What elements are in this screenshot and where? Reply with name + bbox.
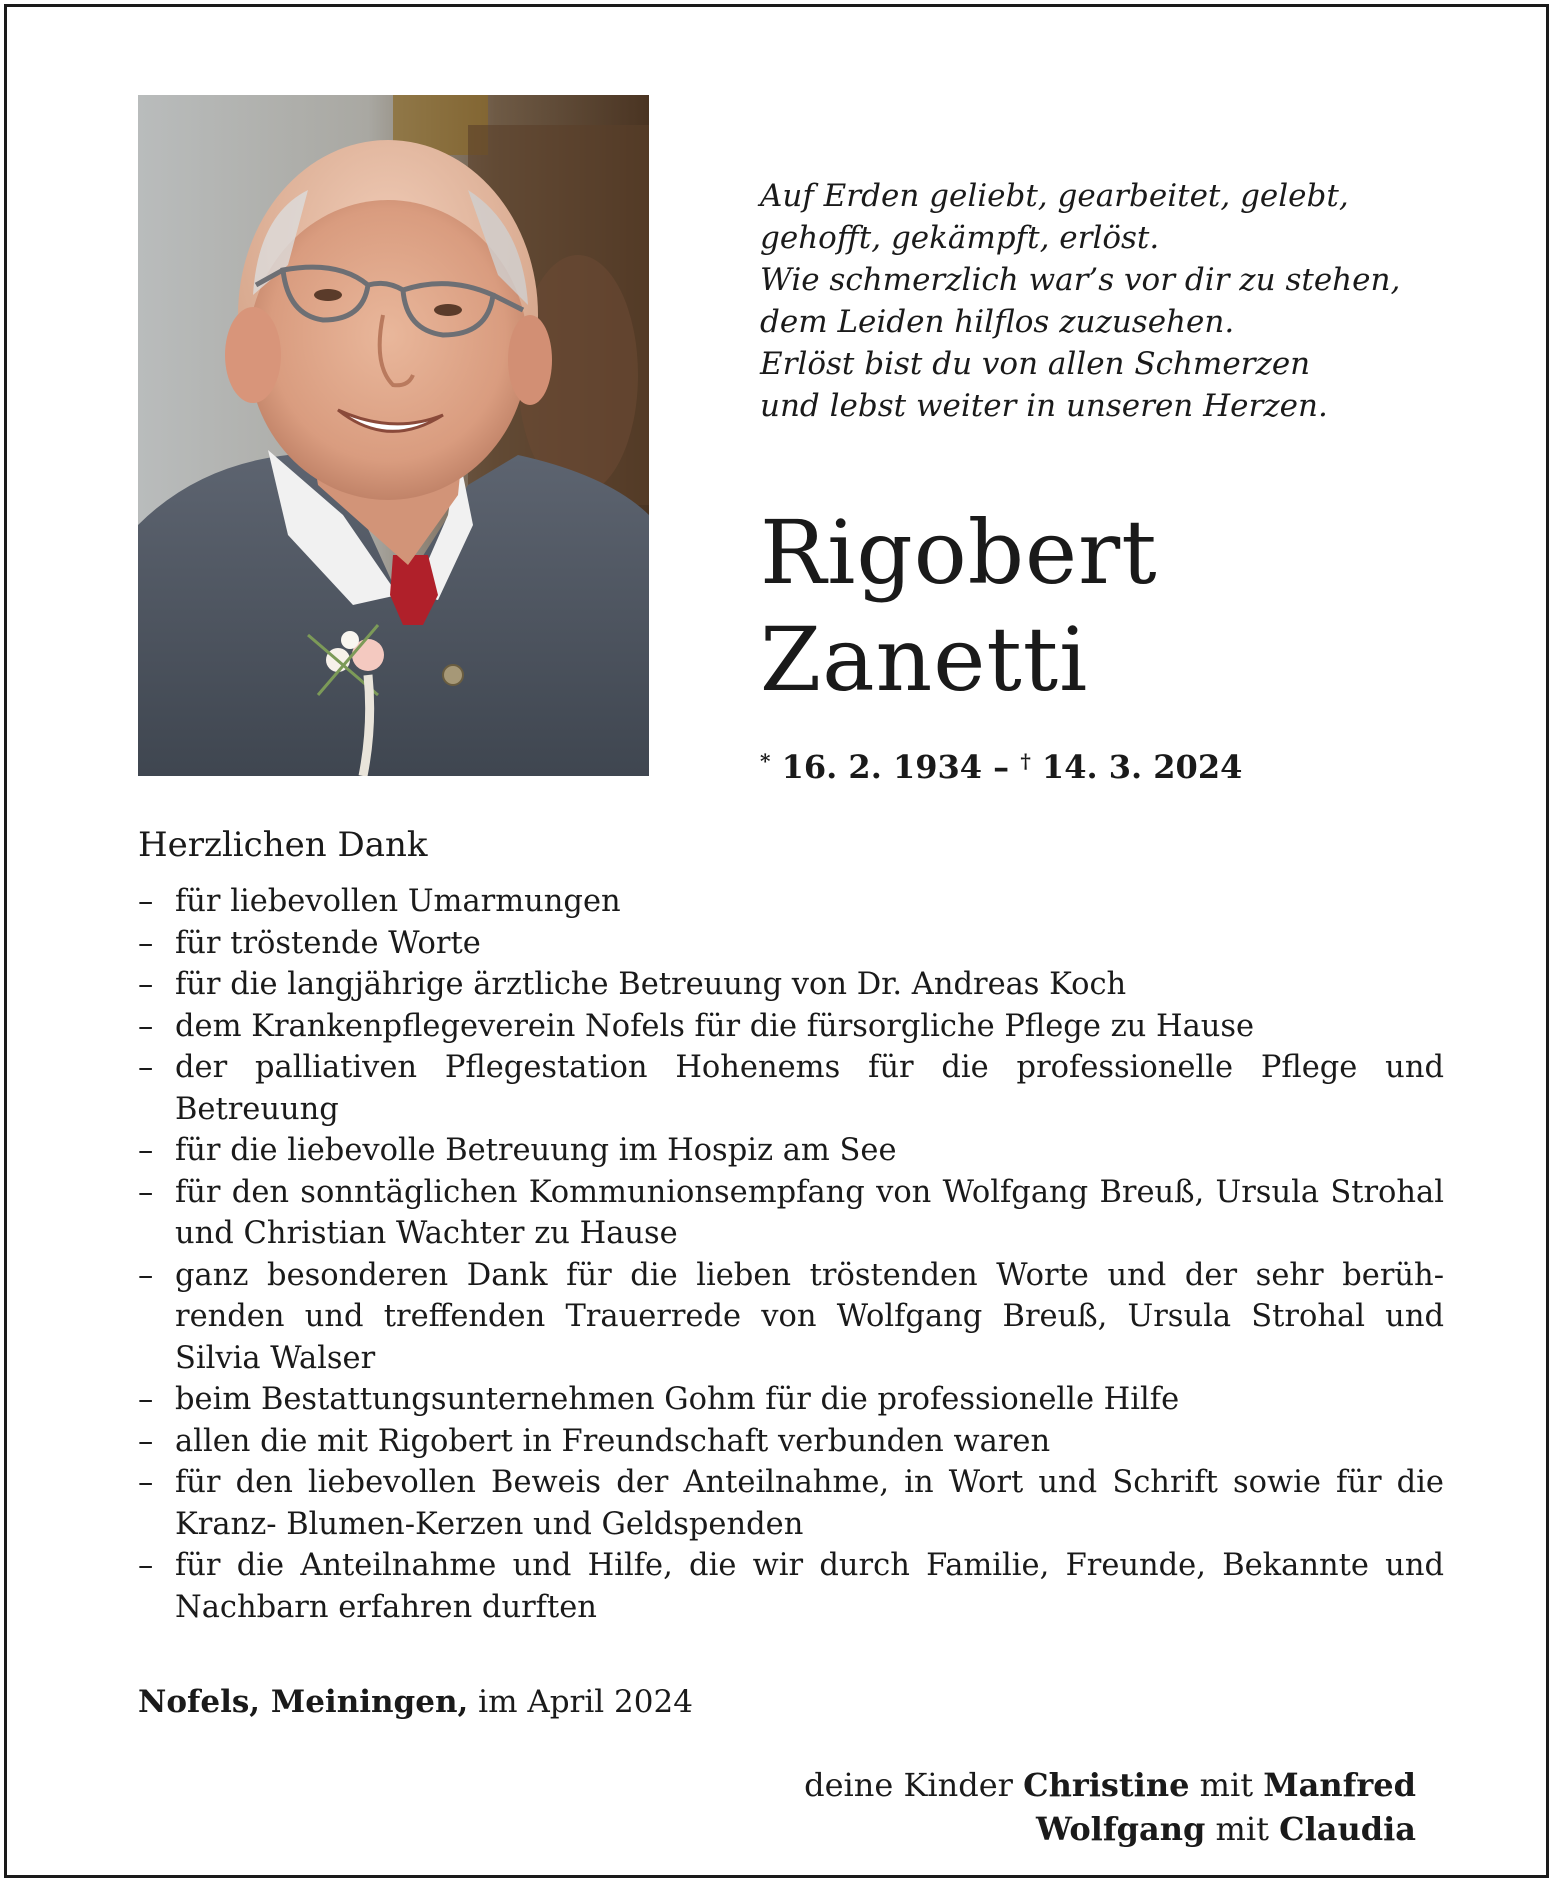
dash: – bbox=[138, 1548, 154, 1583]
signature-line-2 bbox=[804, 1807, 1416, 1851]
death-symbol: † bbox=[1020, 749, 1031, 773]
last-name: Zanetti bbox=[760, 608, 1089, 711]
dash: – bbox=[138, 1174, 154, 1210]
poem-line: und lebst weiter in unseren Herzen. bbox=[760, 388, 1328, 424]
portrait-photo bbox=[138, 95, 649, 776]
deceased-name bbox=[760, 499, 1158, 713]
signature-prefix: deine Kinder bbox=[804, 1766, 1024, 1804]
list-item-text: dem Krankenpflegeverein Nofels für die fürsorgliche Pflege zu Hause bbox=[175, 1008, 1255, 1044]
list-item bbox=[138, 1379, 1444, 1421]
list-item-text: beim Bestattungsunternehmen Gohm für die professionelle Hilfe bbox=[175, 1382, 1180, 1417]
list-item-text: für liebevollen Umarmungen bbox=[175, 884, 621, 919]
list-item-text: der palliativen Pflegestation Hohenems für die professionelle Pflege und Betreuung bbox=[175, 1050, 1444, 1127]
dash: – bbox=[138, 1382, 154, 1417]
list-item bbox=[138, 1545, 1444, 1628]
dash: – bbox=[138, 1423, 154, 1459]
list-item-text: für den sonntäglichen Kommunionsempfang von Wolfgang Breuß, Ursula Strohal und Christian Wachter zu Hause bbox=[175, 1174, 1444, 1251]
list-item-text: allen die mit Rigobert in Freundschaft verbunden waren bbox=[175, 1423, 1051, 1459]
dash: – bbox=[138, 925, 154, 961]
list-item bbox=[138, 1462, 1444, 1545]
dash: – bbox=[138, 884, 154, 919]
poem-line: Erlöst bist du von allen Schmerzen bbox=[760, 346, 1311, 382]
list-item bbox=[138, 1006, 1444, 1048]
dash: – bbox=[138, 1008, 154, 1044]
date-separator: – bbox=[982, 748, 1021, 786]
dash: – bbox=[138, 1257, 154, 1293]
poem bbox=[760, 175, 1480, 427]
first-name: Rigobert bbox=[760, 501, 1158, 604]
list-item bbox=[138, 1255, 1444, 1380]
place-month: im April 2024 bbox=[468, 1684, 693, 1720]
poem-line: dem Leiden hilflos zuzusehen. bbox=[760, 304, 1235, 340]
death-date: 14. 3. 2024 bbox=[1041, 748, 1243, 786]
list-item bbox=[138, 923, 1444, 965]
dash: – bbox=[138, 1133, 154, 1168]
signature-connector: mit bbox=[1205, 1810, 1280, 1848]
poem-line: Wie schmerzlich war’s vor dir zu stehen, bbox=[760, 262, 1401, 298]
list-item-text: ganz besonderen Dank für die lieben tröstenden Worte und der sehr berührenden und treffenden Trauerrede von Wolfgang Breuß, Ursula Strohal und Silvia Walser bbox=[175, 1257, 1444, 1376]
place-locations: Nofels, Meiningen, bbox=[138, 1684, 469, 1720]
list-item-text: für die Anteilnahme und Hilfe, die wir durch Familie, Freunde, Bekannte und Nachbarn erfahren durften bbox=[175, 1548, 1444, 1625]
place-date bbox=[138, 1681, 693, 1723]
birth-date: 16. 2. 1934 bbox=[781, 748, 983, 786]
list-item-text: für die liebevolle Betreuung im Hospiz am See bbox=[175, 1133, 897, 1168]
poem-line: Auf Erden geliebt, gearbeitet, gelebt, bbox=[760, 178, 1349, 214]
dash: – bbox=[138, 1050, 154, 1085]
list-item bbox=[138, 964, 1444, 1006]
thanks-title: Herzlichen Dank bbox=[138, 825, 428, 865]
list-item bbox=[138, 1421, 1444, 1463]
signature-connector: mit bbox=[1189, 1766, 1264, 1804]
signature-line-1 bbox=[804, 1763, 1416, 1807]
list-item bbox=[138, 1047, 1444, 1130]
signature bbox=[804, 1763, 1416, 1851]
dash: – bbox=[138, 967, 154, 1002]
list-item-text: für den liebevollen Beweis der Anteilnahme, in Wort und Schrift sowie für die Kranz- Blumen-Kerzen und Geldspenden bbox=[175, 1465, 1444, 1542]
birth-symbol: * bbox=[760, 749, 771, 773]
life-dates bbox=[760, 741, 1242, 787]
list-item bbox=[138, 1130, 1444, 1172]
poem-line: gehofft, gekämpft, erlöst. bbox=[760, 220, 1160, 256]
signature-name: Claudia bbox=[1279, 1810, 1416, 1848]
signature-name: Wolfgang bbox=[1035, 1810, 1206, 1848]
signature-name: Manfred bbox=[1263, 1766, 1416, 1804]
list-item-text: für die langjährige ärztliche Betreuung von Dr. Andreas Koch bbox=[175, 967, 1127, 1002]
obituary-card bbox=[4, 4, 1549, 1878]
list-item-text: für tröstende Worte bbox=[175, 925, 481, 961]
list-item bbox=[138, 1172, 1444, 1255]
list-item bbox=[138, 881, 1444, 923]
signature-name: Christine bbox=[1023, 1766, 1190, 1804]
thanks-list bbox=[138, 881, 1444, 1628]
dash: – bbox=[138, 1465, 154, 1500]
